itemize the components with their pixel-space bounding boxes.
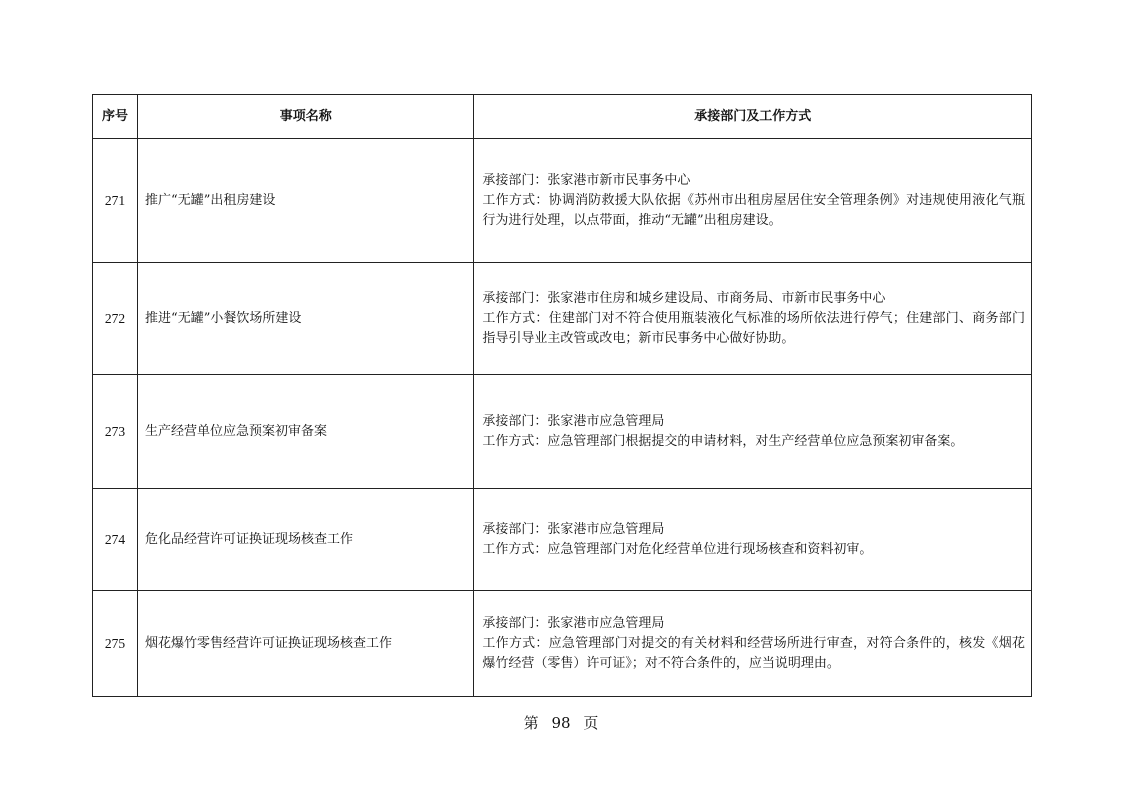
header-serial-number: 序号	[93, 95, 138, 139]
page-number: 98	[551, 714, 571, 732]
page-prefix: 第	[523, 714, 539, 732]
department-text: 承接部门：张家港市应急管理局	[482, 521, 665, 537]
matters-table	[92, 94, 1032, 697]
header-item-name: 事项名称	[138, 95, 474, 139]
department-text: 承接部门：张家港市住房和城乡建设局、市商务局、市新市民事务中心	[482, 290, 886, 306]
work-method-text: 工作方式：应急管理部门根据提交的申请材料，对生产经营单位应急预案初审备案。	[482, 433, 964, 449]
header-department-method: 承接部门及工作方式	[474, 95, 1032, 139]
table-header-row	[93, 95, 1032, 139]
row-number: 273	[93, 375, 138, 489]
table-row	[93, 375, 1032, 489]
row-number: 274	[93, 489, 138, 591]
table-row	[93, 263, 1032, 375]
row-number: 275	[93, 591, 138, 697]
table-row	[93, 489, 1032, 591]
item-name: 危化品经营许可证换证现场核查工作	[138, 489, 474, 591]
page-suffix: 页	[583, 714, 599, 732]
table-row	[93, 139, 1032, 263]
department-text: 承接部门：张家港市应急管理局	[482, 413, 665, 429]
row-number: 271	[93, 139, 138, 263]
item-name: 生产经营单位应急预案初审备案	[138, 375, 474, 489]
department-method-cell	[474, 489, 1032, 591]
item-name: 烟花爆竹零售经营许可证换证现场核查工作	[138, 591, 474, 697]
department-method-cell	[474, 263, 1032, 375]
row-number: 272	[93, 263, 138, 375]
department-text: 承接部门：张家港市应急管理局	[482, 615, 665, 631]
work-method-text: 工作方式：应急管理部门对危化经营单位进行现场核查和资料初审。	[482, 541, 873, 557]
table-row	[93, 591, 1032, 697]
work-method-text: 工作方式：应急管理部门对提交的有关材料和经营场所进行审查，对符合条件的，核发《烟花爆竹经营（零售）许可证》；对不符合条件的，应当说明理由。	[482, 635, 1025, 671]
department-method-cell	[474, 591, 1032, 697]
page-footer	[0, 712, 1122, 733]
item-name: 推进“无罐”小餐饮场所建设	[138, 263, 474, 375]
item-name: 推广“无罐”出租房建设	[138, 139, 474, 263]
work-method-text: 工作方式：住建部门对不符合使用瓶装液化气标准的场所依法进行停气；住建部门、商务部门指导引导业主改管或改电；新市民事务中心做好协助。	[482, 310, 1025, 346]
department-method-cell	[474, 375, 1032, 489]
department-text: 承接部门：张家港市新市民事务中心	[482, 172, 691, 188]
work-method-text: 工作方式：协调消防救援大队依据《苏州市出租房屋居住安全管理条例》对违规使用液化气瓶行为进行处理，以点带面，推动“无罐”出租房建设。	[482, 192, 1025, 228]
department-method-cell	[474, 139, 1032, 263]
